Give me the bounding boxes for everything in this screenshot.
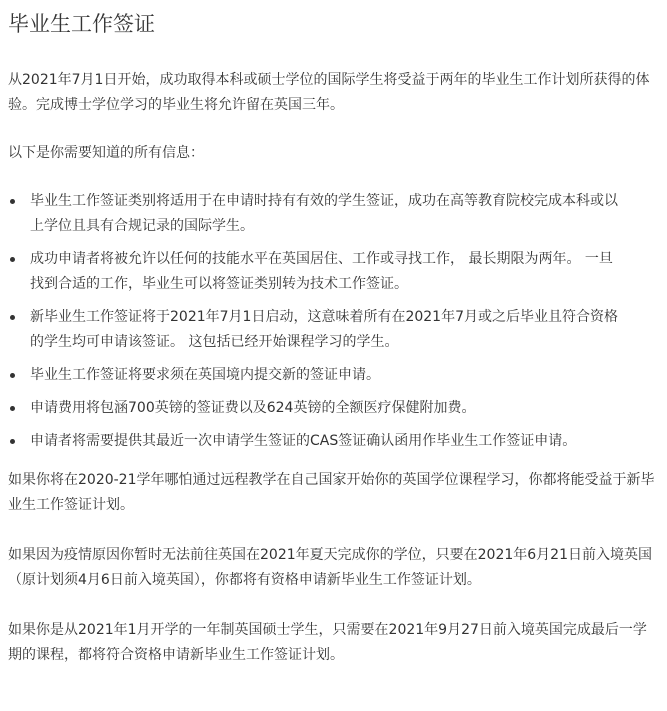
list-item xyxy=(8,363,659,388)
list-item xyxy=(8,247,659,297)
bullet-icon xyxy=(10,439,15,444)
list-item-text: 毕业生工作签证将要求须在英国境内提交新的签证申请。 xyxy=(30,367,380,383)
list-item xyxy=(8,305,659,355)
bullet-icon xyxy=(10,199,15,204)
article xyxy=(0,10,667,668)
remote-study-paragraph: 如果你将在2020-21学年哪怕通过远程教学在自己国家开始你的英国学位课程学习，你都将能受益于新毕业生工作签证计划。 xyxy=(8,472,655,513)
lead-paragraph: 以下是你需要知道的所有信息： xyxy=(8,145,204,161)
list-item-text: 新毕业生工作签证将于2021年7月1日启动，这意味着所有在2021年7月或之后毕业且符合资格的学生均可申请该签证。 这包括已经开始课程学习的学生。 xyxy=(30,309,618,350)
list-item-text: 申请者将需要提供其最近一次申请学生签证的CAS签证确认函用作毕业生工作签证申请。 xyxy=(30,433,577,449)
pandemic-entry-paragraph: 如果因为疫情原因你暂时无法前往英国在2021年夏天完成你的学位，只要在2021年6月21日前入境英国（原计划须4月6日前入境英国），你都将有资格申请新毕业生工作签证计划。 xyxy=(8,547,652,588)
january-intake-paragraph: 如果你是从2021年1月开学的一年制英国硕士学生，只需要在2021年9月27日前入境英国完成最后一学期的课程，都将符合资格申请新毕业生工作签证计划。 xyxy=(8,622,647,663)
list-item-text: 成功申请者将被允许以任何的技能水平在英国居住、工作或寻找工作， 最长期限为两年。 一旦找到合适的工作，毕业生可以将签证类别转为技术工作签证。 xyxy=(30,251,613,292)
bullet-icon xyxy=(10,315,15,320)
list-item xyxy=(8,396,659,421)
intro-paragraph: 从2021年7月1日开始，成功取得本科或硕士学位的国际学生将受益于两年的毕业生工作计划所获得的体验。完成博士学位学习的毕业生将允许留在英国三年。 xyxy=(8,72,650,113)
bullet-icon xyxy=(10,257,15,262)
bullet-icon xyxy=(10,406,15,411)
list-item-text: 毕业生工作签证类别将适用于在申请时持有有效的学生签证，成功在高等教育院校完成本科或以上学位且具有合规记录的国际学生。 xyxy=(30,193,618,234)
list-item-text: 申请费用将包涵700英镑的签证费以及624英镑的全额医疗保健附加费。 xyxy=(30,400,476,416)
page-title: 毕业生工作签证 xyxy=(8,12,155,36)
info-list xyxy=(8,189,659,454)
bullet-icon xyxy=(10,373,15,378)
list-item xyxy=(8,429,659,454)
list-item xyxy=(8,189,659,239)
